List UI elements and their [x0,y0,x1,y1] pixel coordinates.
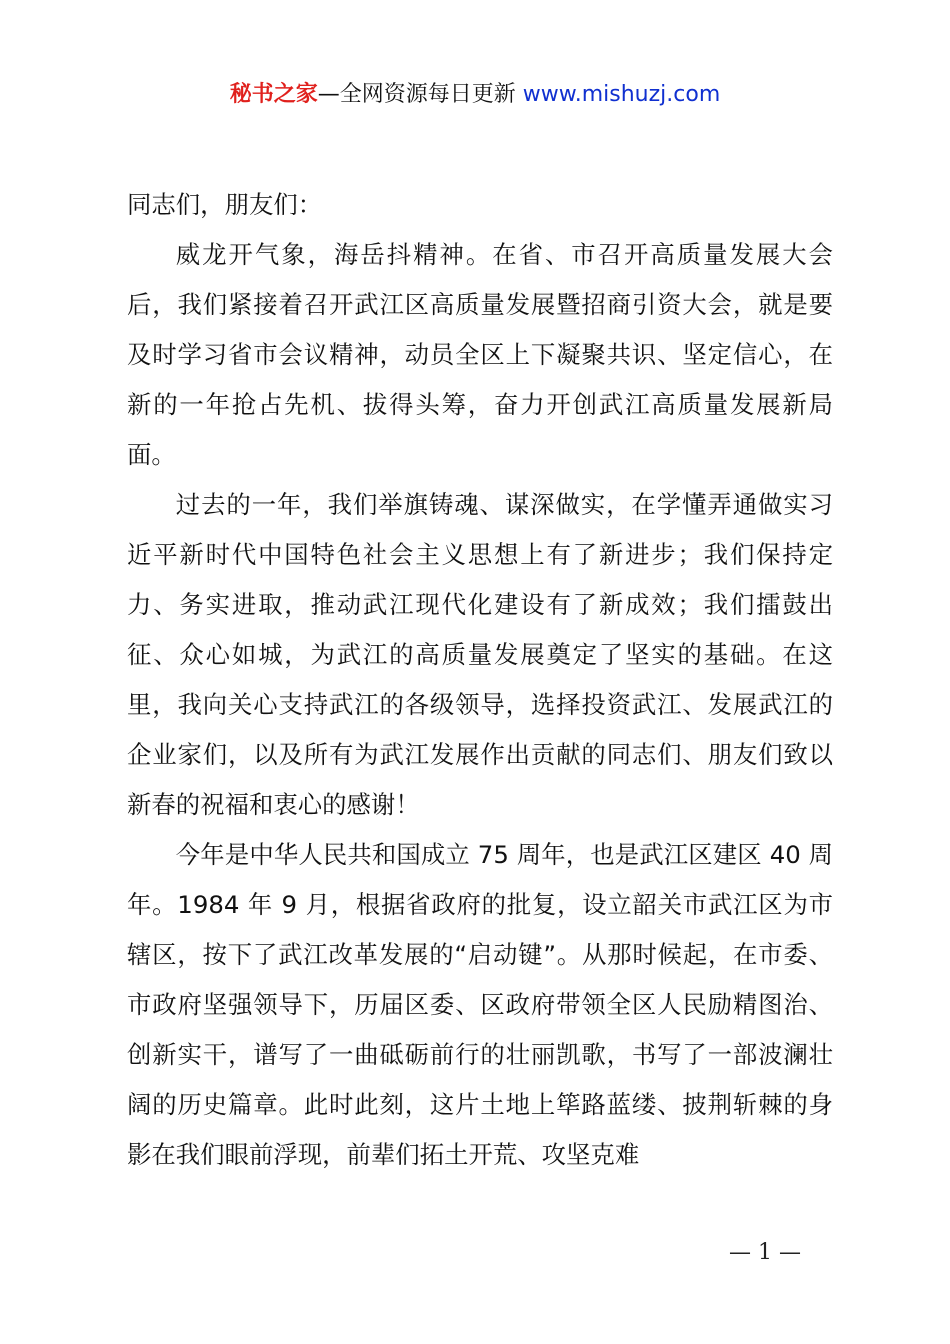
brand-name: 秘书之家 [229,82,318,107]
paragraph: 过去的一年，我们举旗铸魂、谋深做实，在学懂弄通做实习近平新时代中国特色社会主义思想上有了新进步；我们保持定力、务实进取，推动武江现代化建设有了新成效；我们擂鼓出征、众心如城，为武江的高质量发展奠定了坚实的基础。在这里，我向关心支持武江的各级领导，选择投资武江、发展武江的企业家们，以及所有为武江发展作出贡献的同志们、朋友们致以新春的祝福和衷心的感谢！ [127,490,833,819]
site-url[interactable]: www.mishuzj.com [522,82,721,107]
speech-body [127,180,833,1180]
paragraph: 威龙开气象，海岳抖精神。在省、市召开高质量发展大会后，我们紧接着召开武江区高质量发展暨招商引资大会，就是要及时学习省市会议精神，动员全区上下凝聚共识、坚定信心，在新的一年抢占先机、拔得头筹，奋力开创武江高质量发展新局面。 [127,240,833,469]
header-tagline: —全网资源每日更新 [317,82,523,107]
salutation: 同志们，朋友们： [127,190,323,219]
page-number: — 1 — [729,1240,801,1265]
paragraph: 今年是中华人民共和国成立 75 周年，也是武江区建区 40 周年。1984 年 9 月，根据省政府的批复，设立韶关市武江区为市辖区，按下了武江改革发展的“启动键”。从那时候起，在市委、市政府坚强领导下，历届区委、区政府带领全区人民励精图治、创新实干，谱写了一曲砥砺前行的壮丽凯歌，书写了一部波澜壮阔的历史篇章。此时此刻，这片土地上筚路蓝缕、披荆斩棘的身影在我们眼前浮现，前辈们拓土开荒、攻坚克难 [127,840,833,1169]
site-header [0,80,950,110]
